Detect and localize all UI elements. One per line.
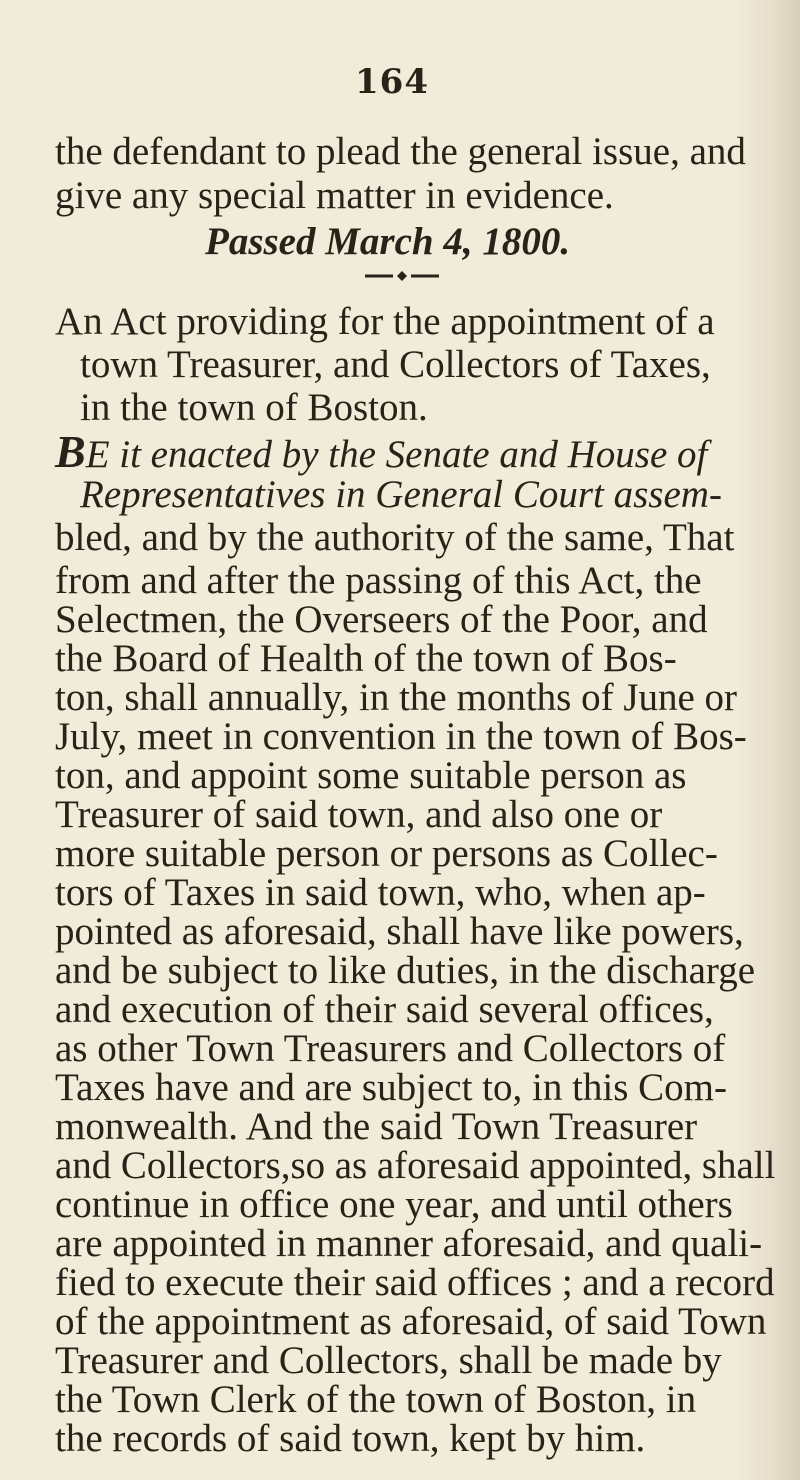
previous-act-line-2: give any special matter in evidence. (55, 174, 614, 217)
act-body-line-7: ton, shall annually, in the months of June or (55, 676, 738, 719)
act-body-line-21: are appointed in manner aforesaid, and quali- (55, 1222, 763, 1265)
act-body-line-19: and Collectors,so as aforesaid appointed, shall (55, 1144, 776, 1187)
ornamental-divider (363, 270, 441, 282)
act-body-line-1: BE it enacted by the Senate and House of (55, 426, 708, 477)
act-title-line-2: town Treasurer, and Collectors of Taxes, (80, 343, 711, 386)
act-body-line-22: fied to execute their said offices ; and a record (55, 1261, 775, 1304)
act-body-line-20: continue in office one year, and until others (55, 1183, 733, 1226)
drop-cap: B (55, 426, 86, 477)
act-title-line-1: An Act providing for the appointment of a (55, 300, 715, 343)
act-body-line-13: pointed as aforesaid, shall have like powers, (55, 910, 744, 953)
previous-act-line-1: the defendant to plead the general issue, and (55, 130, 746, 173)
act-body-line-18: monwealth. And the said Town Treasurer (55, 1105, 698, 1148)
act-body-line-12: tors of Taxes in said town, who, when ap- (55, 871, 706, 914)
act-body-line-14: and be subject to like duties, in the discharge (55, 949, 756, 992)
act-body-line-26: the records of said town, kept by him. (55, 1417, 646, 1460)
act-body-line-16: as other Town Treasurers and Collectors of (55, 1027, 726, 1070)
act-body-line-5: Selectmen, the Overseers of the Poor, and (55, 598, 708, 641)
act-body-line-10: Treasurer of said town, and also one or (55, 793, 663, 836)
act-body-line-23: of the appointment as aforesaid, of said Town (55, 1300, 767, 1343)
act-body-line-4: from and after the passing of this Act, the (55, 559, 702, 602)
act-body-line-17: Taxes have and are subject to, in this Com- (55, 1066, 728, 1109)
act-body-line-25: the Town Clerk of the town of Boston, in (55, 1378, 697, 1421)
act-body-line-11: more suitable person or persons as Collec- (55, 832, 718, 875)
passed-date: Passed March 4, 1800. (205, 220, 571, 263)
act-body-line-8: July, meet in convention in the town of Bos- (55, 715, 747, 758)
act-title-line-3: in the town of Boston. (80, 386, 428, 429)
act-body-line-24: Treasurer and Collectors, shall be made by (55, 1339, 722, 1382)
page-number: 164 (355, 62, 429, 102)
act-body-line-6: the Board of Health of the town of Bos- (55, 637, 677, 680)
act-body-line-3: bled, and by the authority of the same, That (55, 516, 735, 559)
act-body-line-9: ton, and appoint some suitable person as (55, 754, 687, 797)
act-body-line-2: Representatives in General Court assem- (80, 473, 722, 516)
act-body-line-15: and execution of their said several offices, (55, 988, 714, 1031)
